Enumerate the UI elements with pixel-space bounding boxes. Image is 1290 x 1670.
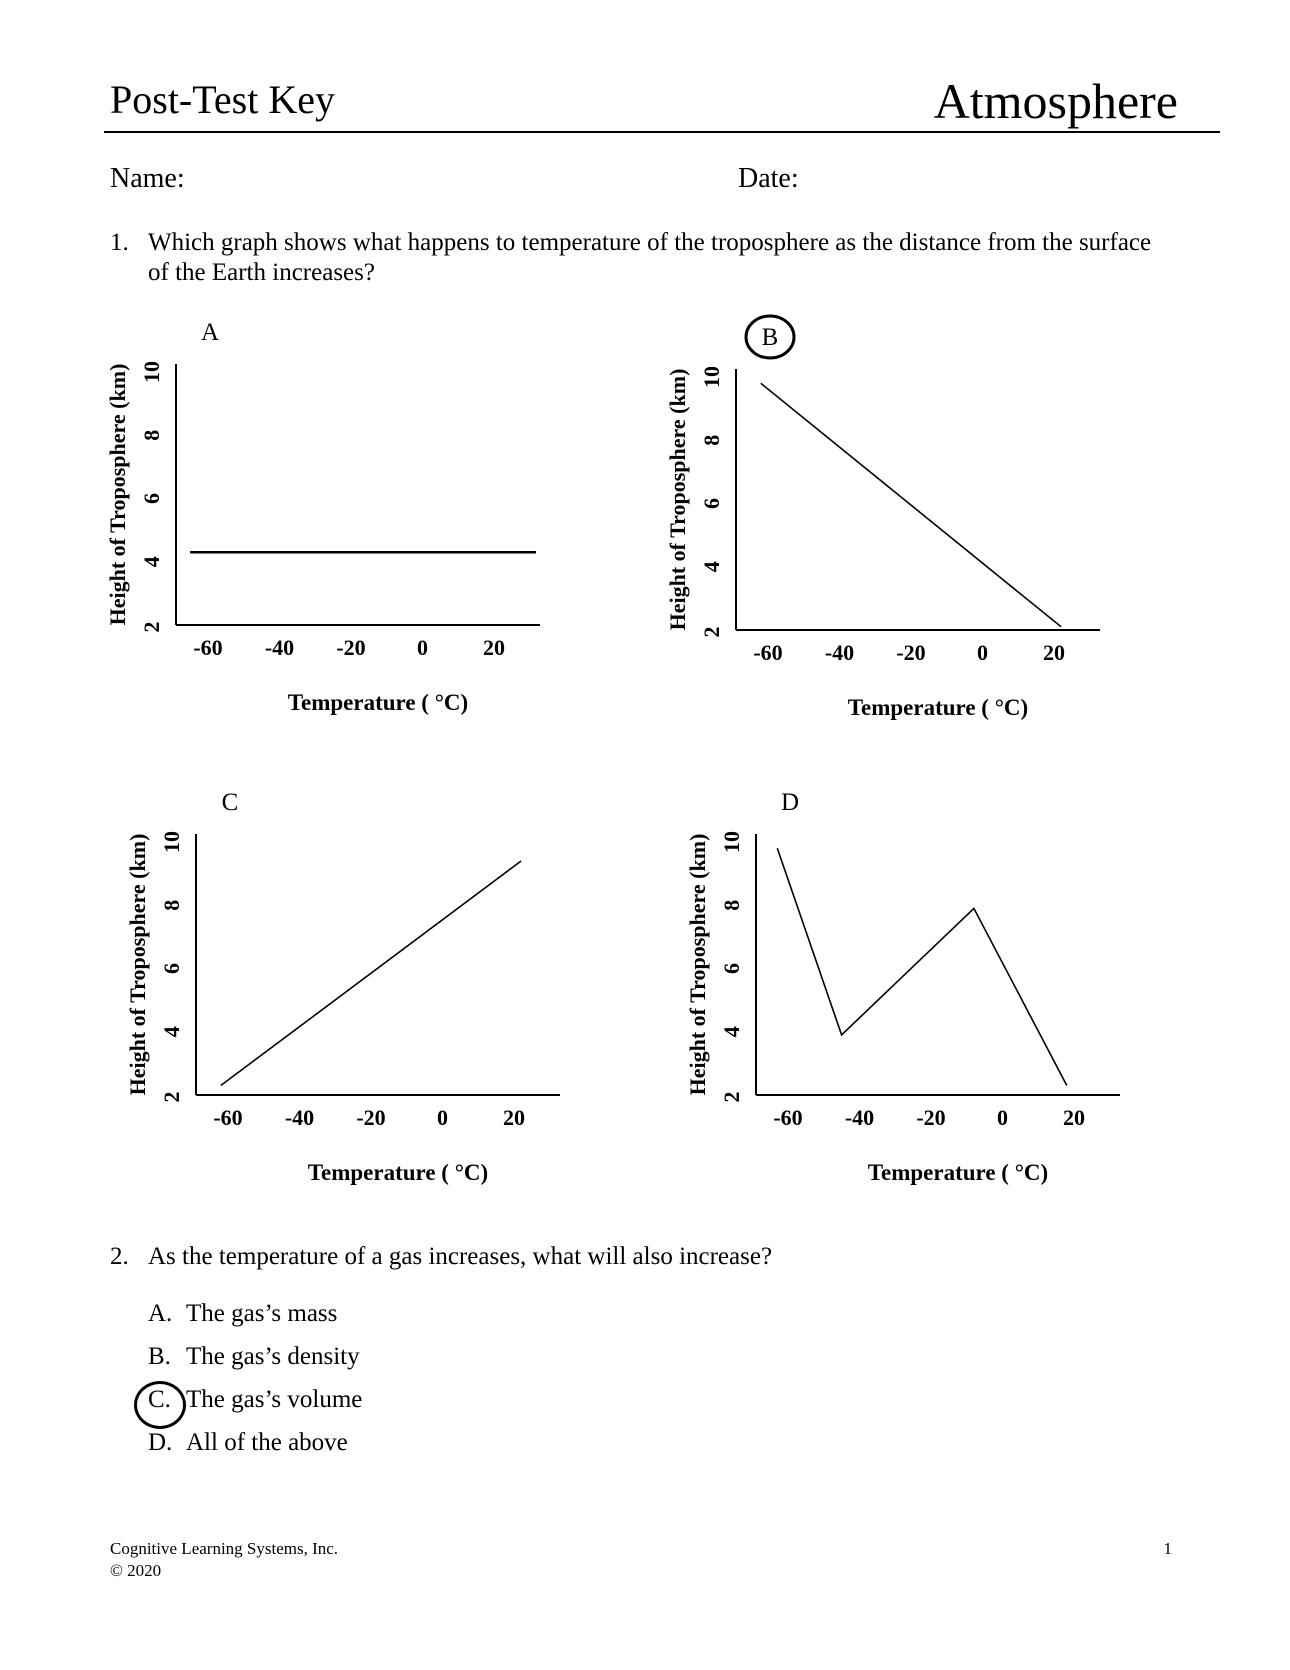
y-tick-label: 2 xyxy=(719,1091,744,1103)
y-tick-label: 6 xyxy=(699,498,724,509)
y-tick-label: 4 xyxy=(139,556,164,568)
x-tick-label: -60 xyxy=(193,635,223,660)
x-tick-label: -20 xyxy=(896,640,926,665)
y-tick-label: 6 xyxy=(719,963,744,974)
y-tick-label: 4 xyxy=(159,1026,184,1038)
y-tick-label: 2 xyxy=(699,626,724,638)
x-tick-label: 20 xyxy=(1043,640,1065,665)
x-tick-label: 0 xyxy=(997,1105,1008,1130)
x-tick-label: -40 xyxy=(264,635,295,660)
x-tick-label: 0 xyxy=(977,640,988,665)
y-axis-title: Height of Troposphere (km) xyxy=(665,368,690,631)
name-label: Name: xyxy=(110,163,185,194)
x-axis-title: Temperature ( °C) xyxy=(307,1160,489,1185)
question-2 xyxy=(110,1242,772,1272)
selected-answer-circle xyxy=(134,1381,186,1429)
x-tick-label: -40 xyxy=(824,640,855,665)
chart-svg xyxy=(680,780,1180,1200)
chart-svg xyxy=(660,315,1160,735)
x-tick-label: -60 xyxy=(213,1105,243,1130)
question-2-text: As the temperature of a gas increases, what will also increase? xyxy=(148,1243,773,1270)
x-tick-labels xyxy=(193,635,505,660)
x-tick-label: -40 xyxy=(844,1105,875,1130)
date-label: Date: xyxy=(738,163,799,194)
x-tick-label: -60 xyxy=(753,640,783,665)
subject-title: Atmosphere xyxy=(933,73,1178,129)
y-tick-label: 10 xyxy=(699,366,724,388)
chart-label: B xyxy=(761,324,779,351)
chart-c[interactable] xyxy=(120,780,600,1200)
x-tick-label: -40 xyxy=(284,1105,315,1130)
option-b-text: The gas’s density xyxy=(186,1343,360,1370)
y-tick-label: 8 xyxy=(159,899,184,911)
question-1-number: 1. xyxy=(110,229,129,256)
page-number: 1 xyxy=(1163,1539,1172,1558)
x-axis-title: Temperature ( °C) xyxy=(287,690,469,715)
x-tick-label: 20 xyxy=(503,1105,525,1130)
x-axis-title: Temperature ( °C) xyxy=(847,695,1029,720)
option-d-text: All of the above xyxy=(186,1429,348,1456)
data-line xyxy=(761,383,1061,627)
y-tick-label: 6 xyxy=(159,963,184,974)
y-tick-label: 8 xyxy=(139,429,164,441)
x-tick-label: 0 xyxy=(417,635,428,660)
chart-a[interactable] xyxy=(100,310,580,730)
chart-label: C xyxy=(221,789,239,816)
y-tick-labels xyxy=(139,361,164,633)
question-1-text-line1: Which graph shows what happens to temperature of the troposphere as the distance from the surface xyxy=(148,229,1152,256)
question-2-number: 2. xyxy=(110,1243,129,1270)
header-divider xyxy=(104,131,1220,133)
x-tick-label: -20 xyxy=(356,1105,386,1130)
option-d[interactable] xyxy=(148,1429,348,1457)
footer-left xyxy=(110,1538,338,1582)
x-tick-labels xyxy=(773,1105,1085,1130)
question-1-text xyxy=(148,228,1151,288)
y-tick-label: 10 xyxy=(139,361,164,383)
y-tick-labels xyxy=(699,366,724,638)
y-tick-label: 4 xyxy=(719,1026,744,1038)
x-tick-label: 20 xyxy=(483,635,505,660)
option-c-letter: C. xyxy=(148,1386,171,1413)
y-tick-label: 6 xyxy=(139,493,164,504)
y-axis-title: Height of Troposphere (km) xyxy=(125,833,150,1096)
y-tick-labels xyxy=(719,831,744,1103)
footer-copyright: © 2020 xyxy=(110,1561,162,1580)
chart-label: A xyxy=(200,319,220,346)
document-title: Post-Test Key xyxy=(110,77,335,122)
x-tick-label: 0 xyxy=(437,1105,448,1130)
chart-d[interactable] xyxy=(680,780,1180,1200)
x-tick-label: 20 xyxy=(1063,1105,1085,1130)
x-tick-labels xyxy=(213,1105,525,1130)
option-b-letter: B. xyxy=(148,1343,171,1370)
y-tick-label: 2 xyxy=(159,1091,184,1103)
data-line xyxy=(777,848,1067,1085)
option-a-text: The gas’s mass xyxy=(186,1300,338,1327)
x-tick-labels xyxy=(753,640,1065,665)
data-line xyxy=(221,861,521,1086)
footer-company: Cognitive Learning Systems, Inc. xyxy=(110,1539,339,1558)
option-c-text: The gas’s volume xyxy=(186,1386,363,1413)
chart-svg xyxy=(120,780,600,1200)
y-tick-label: 10 xyxy=(159,831,184,853)
option-d-letter: D. xyxy=(148,1429,173,1456)
option-a-letter: A. xyxy=(148,1300,173,1327)
x-tick-label: -20 xyxy=(916,1105,946,1130)
y-tick-label: 2 xyxy=(139,621,164,633)
chart-b[interactable] xyxy=(660,315,1160,735)
y-tick-label: 10 xyxy=(719,831,744,853)
option-b[interactable] xyxy=(148,1343,360,1371)
y-axis-title: Height of Troposphere (km) xyxy=(105,363,130,626)
chart-svg xyxy=(100,310,580,730)
x-tick-label: -20 xyxy=(336,635,366,660)
chart-label: D xyxy=(780,789,800,816)
y-tick-label: 8 xyxy=(699,434,724,446)
y-tick-label: 4 xyxy=(699,561,724,573)
option-a[interactable] xyxy=(148,1300,337,1328)
question-1-text-line2: of the Earth increases? xyxy=(148,259,375,286)
y-axis-title: Height of Troposphere (km) xyxy=(685,833,710,1096)
y-tick-labels xyxy=(159,831,184,1103)
x-axis-title: Temperature ( °C) xyxy=(867,1160,1049,1185)
question-1 xyxy=(110,228,1220,288)
y-tick-label: 8 xyxy=(719,899,744,911)
x-tick-label: -60 xyxy=(773,1105,803,1130)
